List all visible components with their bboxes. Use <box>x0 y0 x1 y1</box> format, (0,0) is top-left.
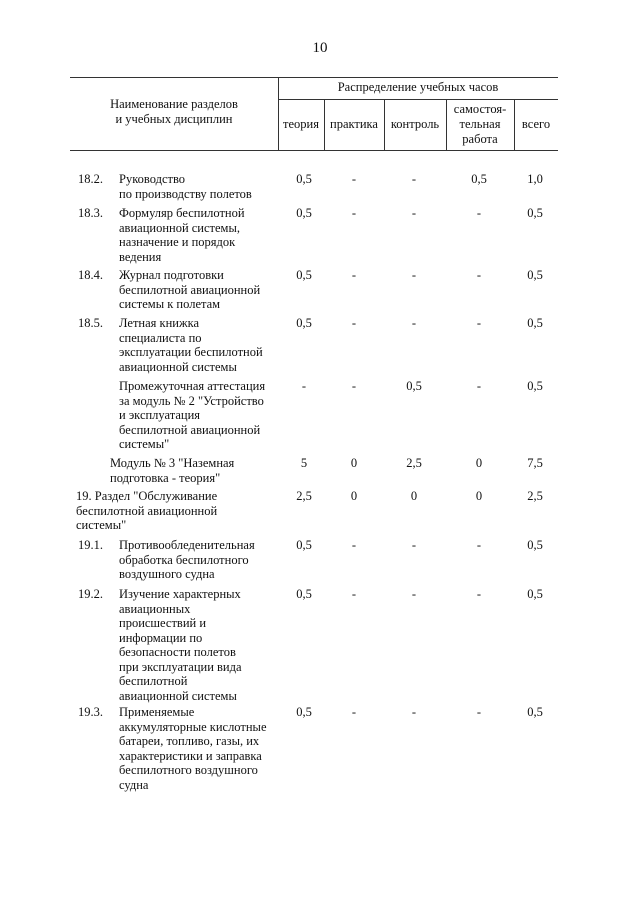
theory-hours: 0,5 <box>296 538 312 552</box>
theory-hours: - <box>301 379 307 393</box>
control-hours: 2,5 <box>406 456 422 470</box>
total-hours: 0,5 <box>527 268 543 282</box>
control-hours: 0,5 <box>406 379 422 393</box>
row-title: Руководство по производству полетов <box>119 172 252 201</box>
practice-hours: - <box>351 206 357 220</box>
self-study-hours: - <box>476 379 482 393</box>
theory-hours: 2,5 <box>296 489 312 503</box>
total-hours: 0,5 <box>527 538 543 552</box>
row-title: Формуляр беспилотной авиационной системы, назначение и порядок ведения <box>119 206 245 264</box>
col-header-practice: практика <box>330 117 378 131</box>
self-study-hours: - <box>476 206 482 220</box>
practice-hours: - <box>351 268 357 282</box>
row-title: Применяемые аккумуляторные кислотные батареи, топливо, газы, их характеристики и заправка беспилотного воздушного судна <box>119 705 267 792</box>
theory-hours: 0,5 <box>296 172 312 186</box>
practice-hours: - <box>351 172 357 186</box>
row-title: Летная книжка специалиста по эксплуатации беспилотной авиационной системы <box>119 316 263 374</box>
self-study-hours: 0,5 <box>471 172 487 186</box>
control-hours: 0 <box>410 489 418 503</box>
row-number: 18.2. <box>78 172 103 186</box>
row-number: 19.1. <box>78 538 103 552</box>
control-hours: - <box>411 538 417 552</box>
practice-hours: - <box>351 538 357 552</box>
name-column-header: Наименование разделов и учебных дисциплин <box>110 97 238 126</box>
practice-hours: - <box>351 316 357 330</box>
control-hours: - <box>411 206 417 220</box>
total-hours: 2,5 <box>527 489 543 503</box>
row-number: 18.3. <box>78 206 103 220</box>
total-hours: 0,5 <box>527 316 543 330</box>
control-hours: - <box>411 705 417 719</box>
control-hours: - <box>411 268 417 282</box>
self-study-hours: 0 <box>475 489 483 503</box>
row-title: Противообледенительная обработка беспилотного воздушного судна <box>119 538 255 581</box>
theory-hours: 0,5 <box>296 268 312 282</box>
section-title: 19. Раздел "Обслуживание беспилотной авиационной системы" <box>76 489 218 532</box>
header-top-rule <box>70 77 558 78</box>
total-hours: 0,5 <box>527 587 543 601</box>
row-number: 18.5. <box>78 316 103 330</box>
page-number: 10 <box>312 40 328 56</box>
theory-hours: 0,5 <box>296 705 312 719</box>
self-study-hours: - <box>476 705 482 719</box>
self-study-hours: 0 <box>475 456 483 470</box>
total-hours: 0,5 <box>527 379 543 393</box>
row-title: Журнал подготовки беспилотной авиационной системы к полетам <box>119 268 261 311</box>
self-study-hours: - <box>476 268 482 282</box>
header-bottom-rule <box>70 150 558 151</box>
col-header-self-study: самостоя- тельная работа <box>453 102 507 146</box>
row-title: Промежуточная аттестация за модуль № 2 "Устройство и эксплуатация беспилотной авиационной системы" <box>119 379 266 451</box>
theory-hours: 5 <box>300 456 308 470</box>
practice-hours: - <box>351 587 357 601</box>
control-hours: - <box>411 587 417 601</box>
self-study-hours: - <box>476 316 482 330</box>
theory-hours: 0,5 <box>296 587 312 601</box>
col-header-control: контроль <box>390 117 440 131</box>
control-hours: - <box>411 316 417 330</box>
theory-hours: 0,5 <box>296 206 312 220</box>
total-hours: 7,5 <box>527 456 543 470</box>
practice-hours: - <box>351 705 357 719</box>
col-header-theory: теория <box>283 117 319 131</box>
row-title: Изучение характерных авиационных происшествий и информации по безопасности полетов при эксплуатации вида беспилотной авиационной системы <box>119 587 242 703</box>
total-hours: 1,0 <box>527 172 543 186</box>
col-header-total: всего <box>521 117 551 131</box>
practice-hours: - <box>351 379 357 393</box>
module-title: Модуль № 3 "Наземная подготовка - теория" <box>110 456 235 485</box>
self-study-hours: - <box>476 587 482 601</box>
practice-hours: 0 <box>350 489 358 503</box>
row-number: 18.4. <box>78 268 103 282</box>
row-number: 19.2. <box>78 587 103 601</box>
self-study-hours: - <box>476 538 482 552</box>
control-hours: - <box>411 172 417 186</box>
total-hours: 0,5 <box>527 206 543 220</box>
hours-group-header: Распределение учебных часов <box>337 80 499 94</box>
row-number: 19.3. <box>78 705 103 719</box>
theory-hours: 0,5 <box>296 316 312 330</box>
group-header-rule <box>278 99 558 100</box>
practice-hours: 0 <box>350 456 358 470</box>
total-hours: 0,5 <box>527 705 543 719</box>
